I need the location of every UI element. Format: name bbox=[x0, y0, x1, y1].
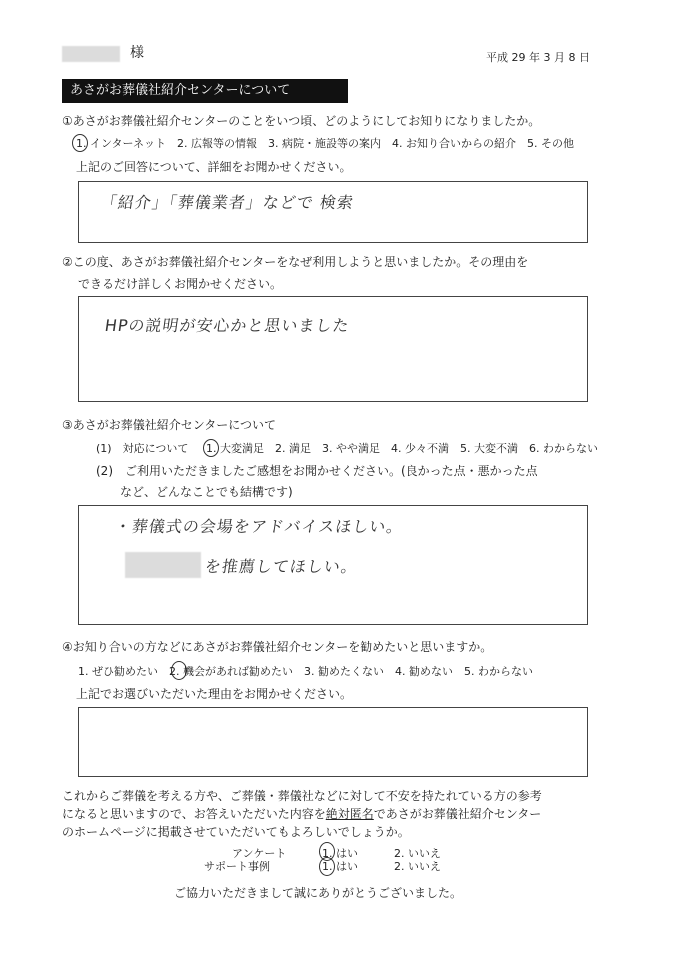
consent-row2-label: サポート事例 bbox=[204, 860, 270, 873]
closing-line1: これからご葬儀を考える方や、ご葬儀・葬儀社などに対して不安を持たれている方の参考 bbox=[62, 789, 542, 803]
q3-sub2-line1: (2) ご利用いただきましたご感想をお聞かせください。(良かった点・悪かった点 bbox=[96, 464, 538, 478]
closing-line2 bbox=[62, 806, 541, 822]
q3-handwritten-line1: ・葬儀式の会場をアドバイスほしい。 bbox=[113, 517, 405, 536]
redacted-handwriting bbox=[125, 552, 201, 578]
closing-line2-pre: になると思いますので、お答えいただいた内容を bbox=[62, 807, 326, 821]
honorific: 様 bbox=[130, 45, 144, 61]
q3-handwritten-line2: を推薦してほしい。 bbox=[203, 557, 360, 576]
q3-sub1-label: (1) 対応について bbox=[96, 442, 189, 455]
q3-answer-box bbox=[78, 505, 588, 625]
consent-row2-no: 2. いいえ bbox=[394, 860, 441, 873]
q1-followup: 上記のご回答について、詳細をお聞かせください。 bbox=[76, 160, 352, 174]
section-title: あさがお葬儀社紹介センターについて bbox=[62, 79, 348, 103]
consent-row1-label: アンケート bbox=[232, 847, 287, 860]
closing-anonymous-underlined: 絶対匿名 bbox=[325, 807, 374, 821]
q3-sub1-options: 1. 大変満足 2. 満足 3. やや満足 4. 少々不満 5. 大変不満 6. わからない bbox=[206, 442, 598, 455]
thanks-message: ご協力いただきまして誠にありがとうございました。 bbox=[174, 886, 463, 900]
survey-date: 平成 29 年 3 月 8 日 bbox=[486, 51, 590, 64]
q2-question-line2: できるだけ詳しくお聞かせください。 bbox=[78, 277, 283, 291]
q2-answer-box bbox=[78, 296, 588, 402]
closing-line3: のホームページに掲載させていただいてもよろしいでしょうか。 bbox=[62, 825, 410, 839]
q4-question: ④お知り合いの方などにあさがお葬儀社紹介センターを勧めたいと思いますか。 bbox=[62, 640, 493, 654]
q1-handwritten-answer: 「紹介」「葬儀業者」などで 検索 bbox=[99, 193, 356, 212]
closing-line2-post: であさがお葬儀社紹介センター bbox=[373, 807, 542, 821]
q2-handwritten-answer: HPの説明が安心かと思いました bbox=[103, 316, 351, 335]
q1-options: 1. インターネット 2. 広報等の情報 3. 病院・施設等の案内 4. お知り合いからの紹介 5. その他 bbox=[76, 137, 574, 150]
q4-answer-box bbox=[78, 707, 588, 777]
consent-row1-no: 2. いいえ bbox=[394, 847, 441, 860]
q1-answer-box bbox=[78, 181, 588, 243]
q4-options: 1. ぜひ勧めたい 2. 機会があれば勧めたい 3. 勧めたくない 4. 勧めない 5. わからない bbox=[78, 665, 533, 678]
q4-followup: 上記でお選びいただいた理由をお聞かせください。 bbox=[76, 687, 353, 701]
consent-row1-yes: 1. はい bbox=[322, 847, 358, 860]
q3-sub2-line2: など、どんなことでも結構です) bbox=[120, 485, 293, 499]
q1-question: ①あさがお葬儀社紹介センターのことをいつ頃、どのようにしてお知りになりましたか。 bbox=[62, 114, 541, 128]
q3-question: ③あさがお葬儀社紹介センターについて bbox=[62, 418, 277, 432]
q2-question-line1: ②この度、あさがお葬儀社紹介センターをなぜ利用しようと思いましたか。その理由を bbox=[62, 255, 529, 269]
consent-row2-yes: 1. はい bbox=[322, 860, 358, 873]
redacted-name bbox=[62, 46, 120, 62]
